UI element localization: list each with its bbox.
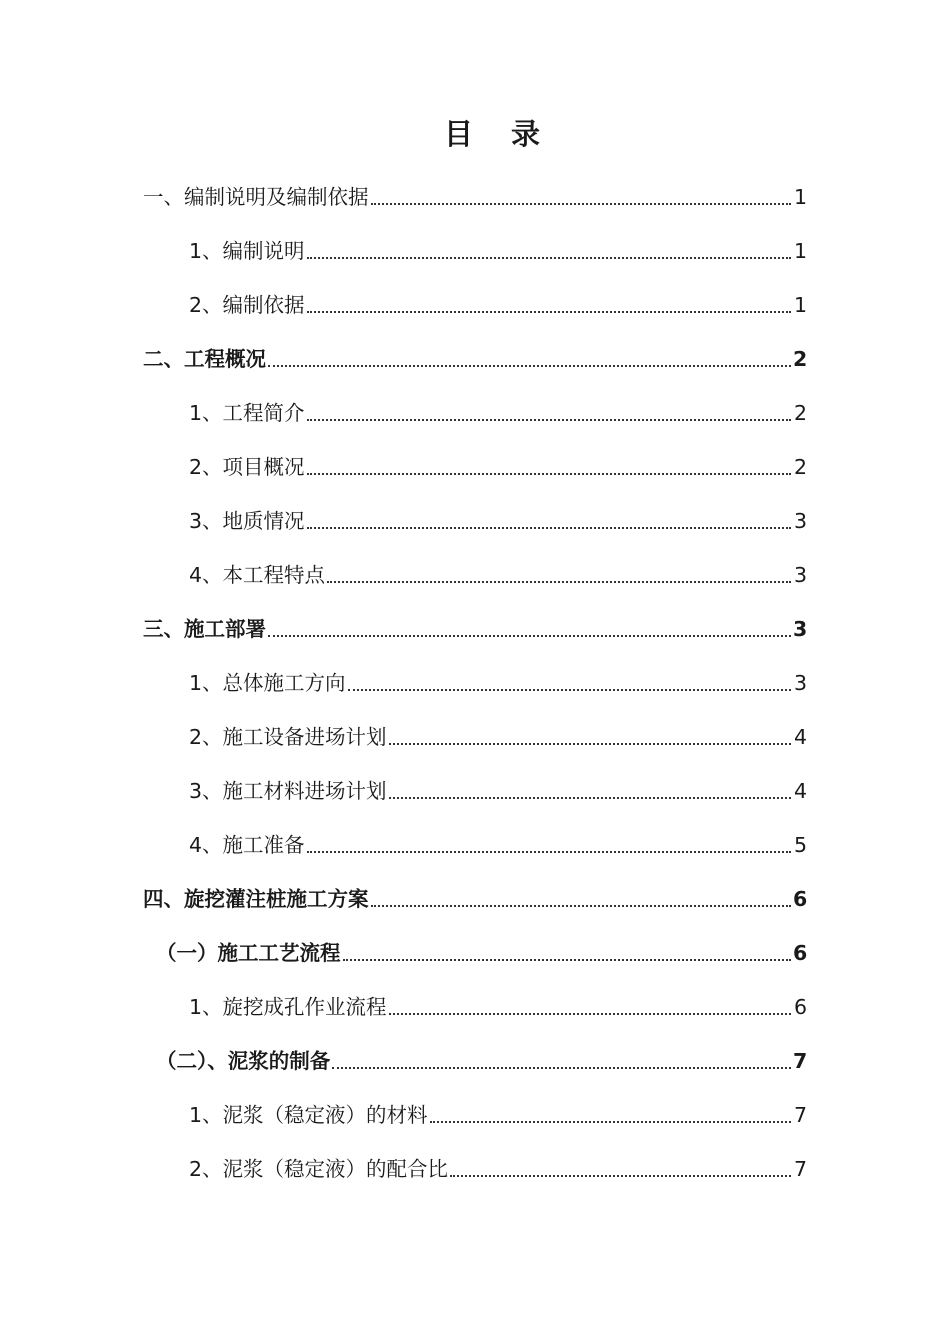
toc-entry[interactable] xyxy=(0,334,950,388)
dot-leader xyxy=(332,1067,791,1069)
toc-page-number: 7 xyxy=(793,1157,807,1181)
toc-page-number: 2 xyxy=(793,347,808,371)
toc-entry-text: 三、施工部署 xyxy=(143,617,266,641)
toc-entry[interactable] xyxy=(0,820,950,874)
toc-entry-text: 1、泥浆（稳定液）的材料 xyxy=(189,1103,428,1127)
dot-leader xyxy=(307,527,791,529)
toc-page-number: 3 xyxy=(793,671,807,695)
toc-entry[interactable] xyxy=(0,1144,950,1198)
toc-entry-text: 4、本工程特点 xyxy=(189,563,326,587)
toc-entry-text: 4、施工准备 xyxy=(189,833,305,857)
dot-leader xyxy=(327,581,791,583)
toc-entry-text: 1、总体施工方向 xyxy=(189,671,346,695)
dot-leader xyxy=(307,473,791,475)
dot-leader xyxy=(307,419,791,421)
toc-entry[interactable] xyxy=(0,766,950,820)
toc-entry-text: 2、项目概况 xyxy=(189,455,305,479)
toc-entry[interactable] xyxy=(0,280,950,334)
toc-page-number: 1 xyxy=(793,185,807,209)
toc-entry[interactable] xyxy=(0,658,950,712)
toc-page-number: 2 xyxy=(793,455,807,479)
toc-entry[interactable] xyxy=(0,226,950,280)
toc-entry[interactable] xyxy=(0,712,950,766)
toc-entry[interactable] xyxy=(0,874,950,928)
toc-entry-text: 四、旋挖灌注桩施工方案 xyxy=(143,887,369,911)
dot-leader xyxy=(343,959,792,961)
toc-page-number: 3 xyxy=(793,509,807,533)
toc-entry[interactable] xyxy=(0,982,950,1036)
dot-leader xyxy=(371,203,792,205)
dot-leader xyxy=(307,311,791,313)
toc-entry[interactable] xyxy=(0,388,950,442)
toc-page-number: 7 xyxy=(793,1103,807,1127)
toc-page-number: 7 xyxy=(793,1049,808,1073)
dot-leader xyxy=(307,257,791,259)
toc-page-number: 3 xyxy=(793,563,807,587)
dot-leader xyxy=(348,689,791,691)
dot-leader xyxy=(371,905,792,907)
toc-entry[interactable] xyxy=(0,1090,950,1144)
toc-entry-text: 一、编制说明及编制依据 xyxy=(143,185,369,209)
dot-leader xyxy=(307,851,791,853)
dot-leader xyxy=(430,1121,791,1123)
toc-entry[interactable] xyxy=(0,550,950,604)
toc-page-number: 3 xyxy=(793,617,808,641)
toc-entry-text: （一）施工工艺流程 xyxy=(156,941,341,965)
toc-entry[interactable] xyxy=(0,172,950,226)
toc-entry-text: 2、泥浆（稳定液）的配合比 xyxy=(189,1157,449,1181)
dot-leader xyxy=(268,365,791,367)
toc-page-number: 5 xyxy=(793,833,807,857)
dot-leader xyxy=(268,635,791,637)
toc-entry-text: 2、施工设备进场计划 xyxy=(189,725,387,749)
toc-page-number: 6 xyxy=(793,941,808,965)
dot-leader xyxy=(389,1013,791,1015)
dot-leader xyxy=(389,743,791,745)
toc-entry-text: 1、编制说明 xyxy=(189,239,305,263)
toc-entry[interactable] xyxy=(0,928,950,982)
toc-entry-text: 1、工程简介 xyxy=(189,401,305,425)
toc-page-number: 1 xyxy=(793,239,807,263)
toc-entry-text: 二、工程概况 xyxy=(143,347,266,371)
toc-list xyxy=(0,172,950,1198)
toc-entry-text: （二）、泥浆的制备 xyxy=(156,1049,331,1073)
toc-title: 目 录 xyxy=(443,117,555,151)
toc-entry[interactable] xyxy=(0,496,950,550)
dot-leader xyxy=(389,797,791,799)
toc-page-number: 4 xyxy=(793,725,807,749)
toc-entry[interactable] xyxy=(0,604,950,658)
toc-entry[interactable] xyxy=(0,1036,950,1090)
toc-entry-text: 3、施工材料进场计划 xyxy=(189,779,387,803)
toc-page-number: 2 xyxy=(793,401,807,425)
toc-entry-text: 3、地质情况 xyxy=(189,509,305,533)
toc-entry-text: 1、旋挖成孔作业流程 xyxy=(189,995,387,1019)
toc-page-number: 4 xyxy=(793,779,807,803)
toc-page-number: 6 xyxy=(793,995,807,1019)
toc-page-number: 1 xyxy=(793,293,807,317)
toc-entry[interactable] xyxy=(0,442,950,496)
toc-entry-text: 2、编制依据 xyxy=(189,293,305,317)
dot-leader xyxy=(450,1175,791,1177)
toc-page-number: 6 xyxy=(793,887,808,911)
